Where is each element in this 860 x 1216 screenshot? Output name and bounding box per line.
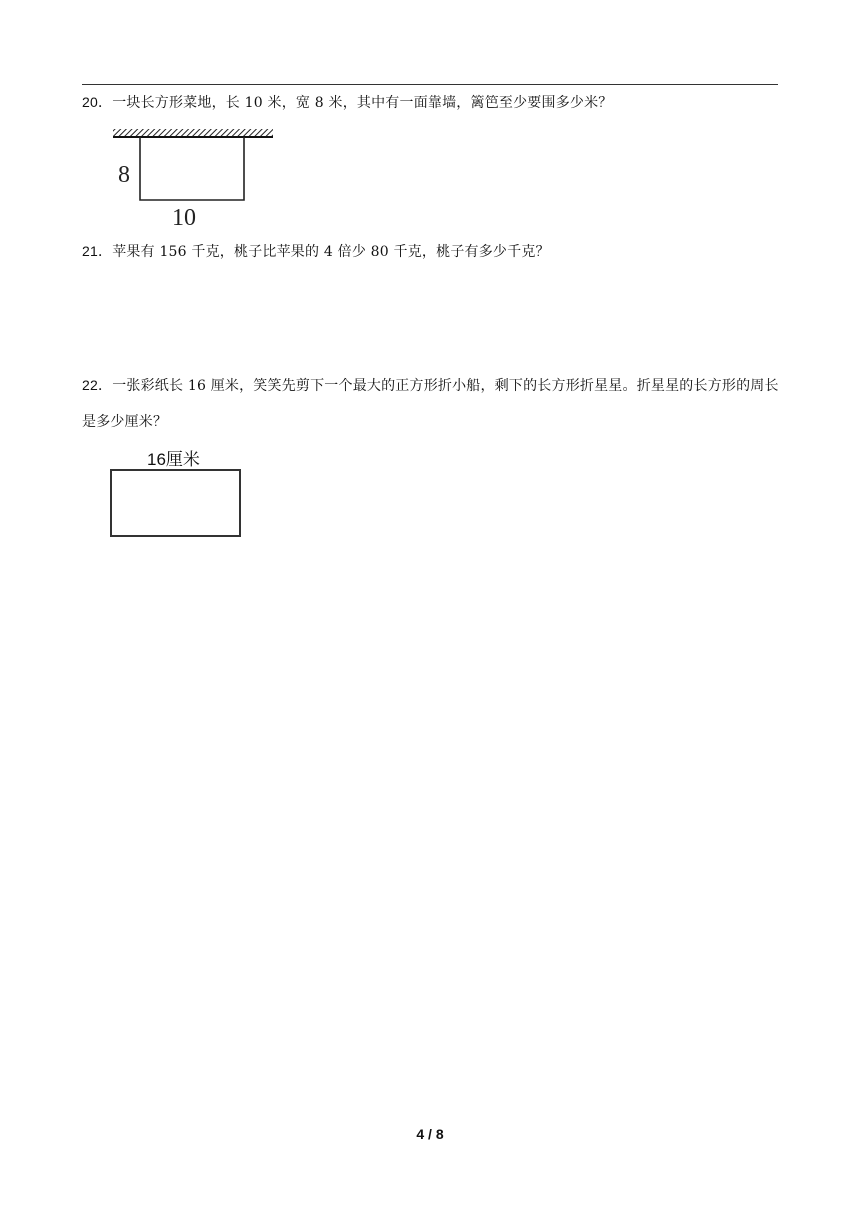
figure-paper-rectangle [104, 444, 254, 544]
question-text: 苹果有 156 千克，桃子比苹果的 4 倍少 80 千克，桃子有多少千克？ [112, 244, 550, 260]
page-number: 4 / 8 [416, 1126, 444, 1142]
figure-wall-rectangle [108, 124, 278, 230]
width-label: 8 [118, 162, 130, 188]
wall-hatch [113, 129, 273, 137]
paper-length-label: 16厘米 [147, 450, 200, 469]
question-number: 22． [82, 377, 113, 393]
question-number: 21． [82, 243, 113, 259]
question-text: 一张彩纸长 16 厘米，笑笑先剪下一个最大的正方形折小船，剩下的长方形折星星。折星星的长方形的周长是多少厘米？ [82, 378, 779, 430]
question-text: 一块长方形菜地，长 10 米，宽 8 米，其中有一面靠墙，篱笆至少要围多少米？ [112, 95, 613, 111]
length-label: 10 [172, 205, 196, 230]
paper-rectangle [111, 470, 240, 536]
question-20 [82, 84, 782, 121]
fence-rectangle [140, 137, 244, 200]
question-22 [82, 367, 782, 440]
question-number: 20． [82, 94, 113, 110]
question-21 [82, 233, 782, 270]
